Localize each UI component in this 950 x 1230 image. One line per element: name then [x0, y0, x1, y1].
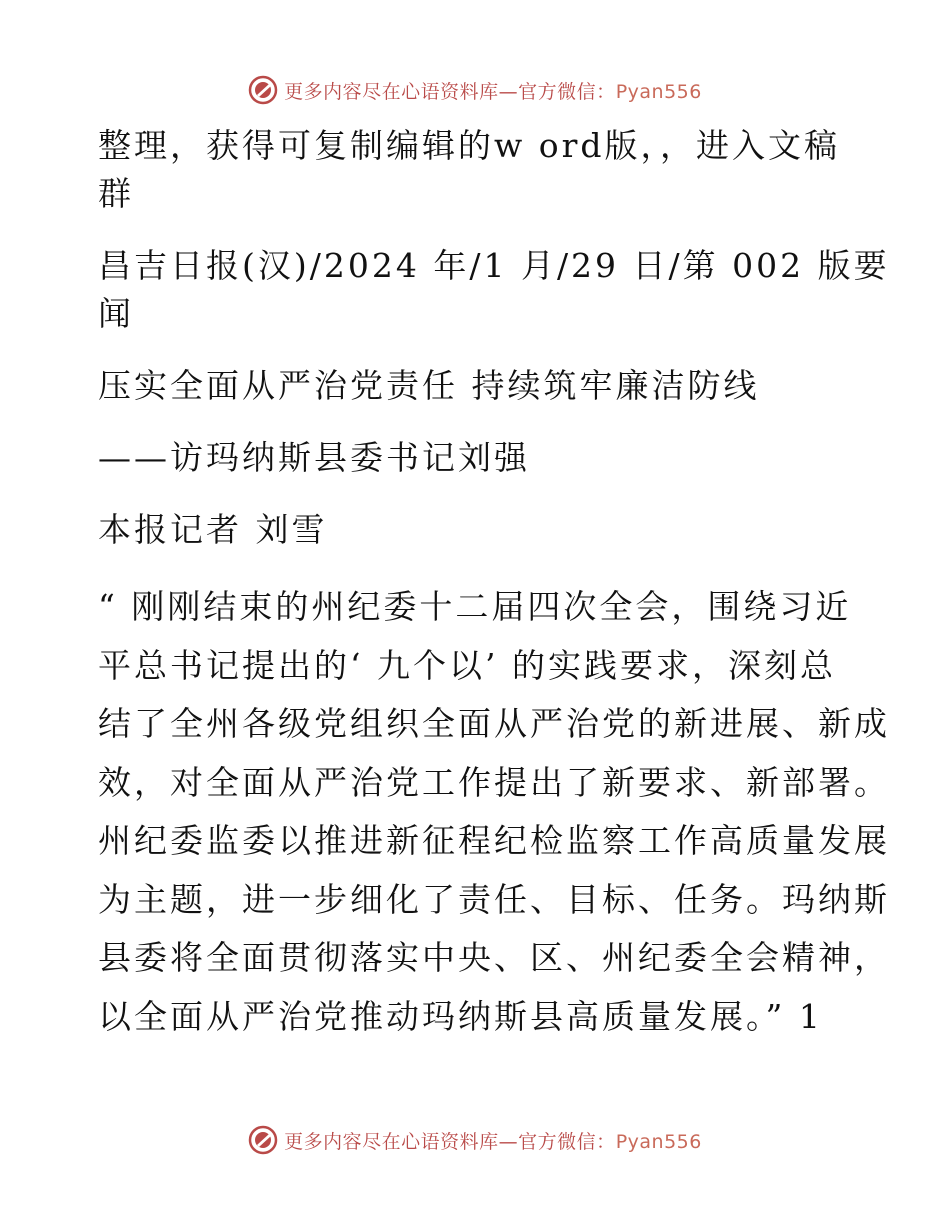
article-body: [98, 578, 890, 1046]
banner-text: 更多内容尽在心语资料库—官方微信：Pyan556: [284, 1130, 702, 1153]
body-line: 县委将全面贯彻落实中央、区、州纪委全会精神，: [98, 938, 890, 977]
body-line: 结了全州各级党组织全面从严治党的新进展、新成: [98, 704, 890, 743]
document-content: [98, 122, 890, 1046]
body-line: 州纪委监委以推进新征程纪检监察工作高质量发展: [98, 821, 890, 860]
body-line: 以全面从严治党推动玛纳斯县高质量发展。” 1: [98, 996, 823, 1036]
seal-logo-icon: [248, 1125, 278, 1155]
doc-line-3: 昌吉日报(汉)/2024 年/1 月/29 日/第 002 版要: [98, 246, 890, 285]
doc-line-2: 群: [98, 174, 134, 213]
header-watermark-banner: [0, 70, 950, 110]
doc-line-4: 闻: [98, 294, 134, 333]
body-line: 为主题，进一步细化了责任、目标、任务。玛纳斯: [98, 879, 890, 919]
article-byline: 本报记者 刘雪: [98, 510, 328, 549]
body-line: 效，对全面从严治党工作提出了新要求、新部署。: [98, 762, 890, 802]
article-title: 压实全面从严治党责任 持续筑牢廉洁防线: [98, 366, 760, 405]
seal-logo-icon: [248, 75, 278, 105]
body-line: 平总书记提出的‘ 九个以’ 的实践要求，深刻总: [98, 645, 836, 685]
body-line: “ 刚刚结束的州纪委十二届四次全会，围绕习近: [98, 587, 852, 626]
footer-watermark-banner: [0, 1120, 950, 1160]
banner-text: 更多内容尽在心语资料库—官方微信：Pyan556: [284, 80, 702, 103]
article-subtitle: ——访玛纳斯县委书记刘强: [98, 438, 530, 477]
doc-line-1: 整理，获得可复制编辑的w ord版，，进入文稿: [98, 126, 841, 165]
